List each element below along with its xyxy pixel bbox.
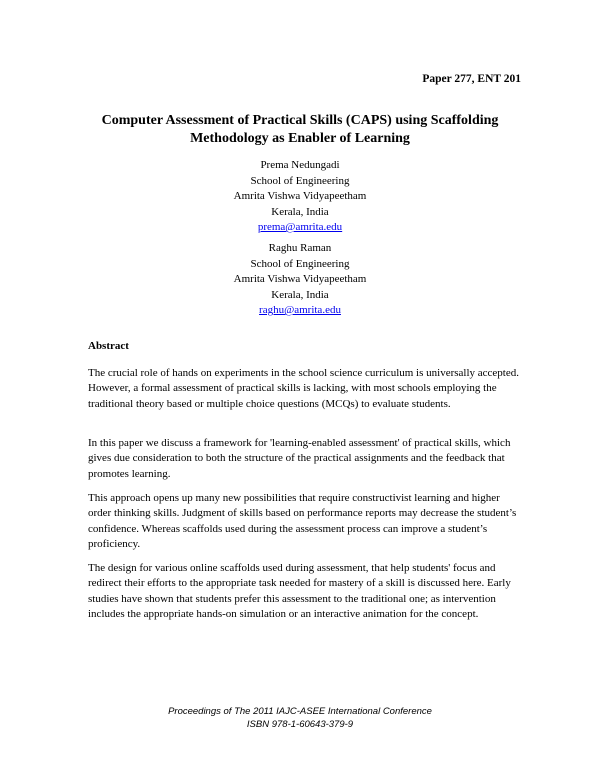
author-dept: School of Engineering [250,174,350,187]
author-block-1 [160,158,440,236]
abstract-paragraph-2: In this paper we discuss a framework for 'learning-enabled assessment' of practical skills, which gives due consideration to both the structure of the practical assignments and the feedback that promotes learning. [88,437,511,480]
abstract-paragraph-3: This approach opens up many new possibilities that require constructivist learning and higher order thinking skills. Judgment of skills based on performance reports may decrease the student’s confidence. Whereas scaffolds used during the assessment process can improve a student’s proficiency. [88,492,517,550]
footer-proceedings: Proceedings of The 2011 IAJC-ASEE International Conference [168,706,432,717]
abstract-paragraph-4: The design for various online scaffolds used during assessment, that help students' focus and redirect their efforts to the appropriate task needed for mastery of a skill is discussed here. Early studies have shown that students prefer this assessment to the traditional one; as intervention includes the appropriate hands-on simulation or an interactive animation for the concept. [88,562,511,620]
author-org: Amrita Vishwa Vidyapeetham [233,190,367,202]
author-email-link[interactable]: prema@amrita.edu [257,221,343,233]
paper-title [60,112,540,148]
title-line-2: Methodology as Enabler of Learning [190,131,410,146]
author-dept: School of Engineering [250,257,350,270]
abstract-heading: Abstract [88,340,129,352]
paper-id: Paper 277, ENT 201 [422,73,521,85]
abstract-paragraph-1: The crucial role of hands on experiments in the school science curriculum is universally accepted. However, a formal assessment of practical skills is lacking, with most schools employing the traditional theory based or multiple choice questions (MCQs) to evaluate students. [88,367,519,410]
footer-isbn: ISBN 978-1-60643-379-9 [246,718,354,730]
author-name: Prema Nedungadi [260,159,340,171]
author-email-link[interactable]: raghu@amrita.edu [259,304,341,316]
title-line-1: Computer Assessment of Practical Skills (CAPS) using Scaffolding [101,113,499,128]
author-name: Raghu Raman [268,242,332,254]
author-org: Amrita Vishwa Vidyapeetham [233,273,367,285]
author-location: Kerala, India [271,205,329,218]
page-footer [100,706,500,731]
author-block-2 [160,241,440,319]
author-location: Kerala, India [271,288,329,301]
